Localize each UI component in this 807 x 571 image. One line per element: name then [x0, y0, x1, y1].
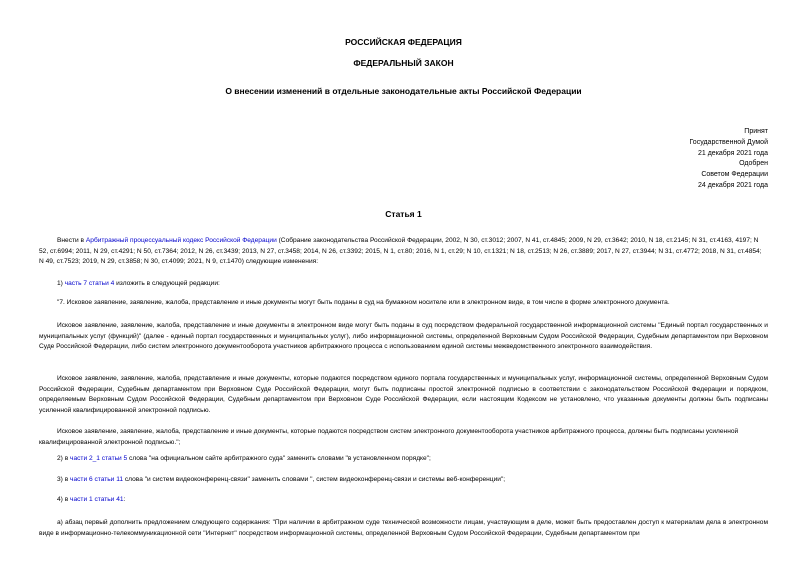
- intro-text: (Собрание законодательства Российской Федерации, 2002, N 30, ст.3012; 2007, N 41, ст.4845; 2009, N 29, ст.3642; 2010, N 18, ст.2145; N 31, ст.4163, 4197; N 52, ст.6994; 2011, N 29, ст.4291; N 50, ст.7364; 2012, N 26, ст.3439; 2013, N 27, ст.3458; 2014, N 26, ст.3392; 2015, N 1, ст.80; 2016, N 1, ст.29; N 10, ст.1321; N 18, ст.2513; N 26, ст.3889; 2017, N 27, ст.3944; N 31, ст.4772; 2018, N 31, ст.4854; N 49, ст.7523; 2019, N 29, ст.3858; N 30, ст.4099; 2021, N 9, ст.1470) следующие изменения:: [39, 237, 762, 266]
- adoption-block: [689, 127, 768, 192]
- item-text: 2) в: [57, 455, 71, 462]
- item-4: [39, 495, 768, 506]
- item-text: 1): [57, 280, 65, 287]
- adoption-line: Одобрен: [739, 160, 768, 168]
- adoption-line: 24 декабря 2021 года: [697, 181, 768, 189]
- law-type-heading: ФЕДЕРАЛЬНЫЙ ЗАКОН: [353, 58, 454, 68]
- item-text: 4) в: [57, 496, 71, 503]
- adoption-line: Принят: [744, 128, 768, 135]
- item-text: :: [123, 496, 126, 503]
- part-6-article-11-link[interactable]: части 6 статьи 11: [70, 476, 124, 483]
- article-title: Статья 1: [385, 209, 422, 219]
- adoption-line: 21 декабря 2021 года: [697, 149, 768, 157]
- intro-text: Внести в: [57, 237, 86, 244]
- paragraph: Исковое заявление, заявление, жалоба, представление и иные документы, которые подаются посредством единого портала государственных и муниципальных услуг, информационной системы, определенной Верховным Судом Российской Федерации, Судебным департаментом при Верховном Суде Российской Федерации, могут быть подписаны простой электронной подписью в соответствии с законодательством Российской Федерации и порядком, определяемым Верховным Судом Российской Федерации, Судебным департаментом при Верховном Суде Российской Федерации, если настоящим Кодексом не установлено, что указанные документы должны быть подписаны усиленной квалифицированной электронной подписью.: [39, 375, 768, 414]
- quote-paragraph: "7. Исковое заявление, заявление, жалоба, представление и иные документы могут быть поданы в суд на бумажном носителе или в электронном виде, в том числе в форме электронного документа.: [57, 299, 670, 306]
- item-text: 3) в: [57, 476, 71, 483]
- law-title: О внесении изменений в отдельные законодательные акты Российской Федерации: [225, 86, 582, 96]
- item-2: [39, 454, 768, 465]
- paragraph: Исковое заявление, заявление, жалоба, представление и иные документы, которые подаются посредством систем электронного документооборота участников арбитражного процесса, должны быть подписаны усиленной квалифицированной электронной подписью.";: [39, 428, 739, 446]
- part-7-article-4-link[interactable]: часть 7 статьи 4: [64, 280, 115, 287]
- adoption-line: Государственной Думой: [689, 138, 768, 146]
- item-text: слова "и систем видеоконференц-связи" заменить словами ", систем видеоконференц-связи и системы веб-конференции";: [123, 476, 506, 483]
- item-3: [39, 475, 768, 486]
- country-heading: РОССИЙСКАЯ ФЕДЕРАЦИЯ: [345, 37, 462, 47]
- item-text: слова "на официальном сайте арбитражного суда" заменить словами "в установленном порядке";: [127, 455, 431, 462]
- item-1: [39, 279, 768, 290]
- intro-paragraph: [39, 236, 768, 268]
- part-2-1-article-5-link[interactable]: части 2_1 статьи 5: [70, 455, 128, 462]
- item-a: а) абзац первый дополнить предложением следующего содержания: "При наличии в арбитражном суде технической возможности лицам, участвующим в деле, может быть предоставлен доступ к материалам дела в электронном виде в информационно-телекоммуникационной сети "Интернет" посредством информационной системы, определенной Верховным Судом Российской Федерации, Судебным департаментом при: [39, 519, 768, 537]
- item-text: изложить в следующей редакции:: [114, 280, 220, 287]
- code-link[interactable]: Арбитражный процессуальный кодекс Российской Федерации: [85, 237, 277, 244]
- paragraph: Исковое заявление, заявление, жалоба, представление и иные документы в электронном виде могут быть поданы в суд посредством федеральной государственной информационной системы "Единый портал государственных и муниципальных услуг (функций)" (далее - единый портал государственных и муниципальных услуг), либо информационной системы, определенной Верховным Судом Российской Федерации, Судебным департаментом при Верховном Суде Российской Федерации, либо систем электронного документооборота участников арбитражного процесса с использованием единой системы межведомственного электронного взаимодействия.: [39, 322, 768, 351]
- part-1-article-41-link[interactable]: части 1 статьи 41: [70, 496, 124, 503]
- adoption-line: Советом Федерации: [701, 171, 768, 179]
